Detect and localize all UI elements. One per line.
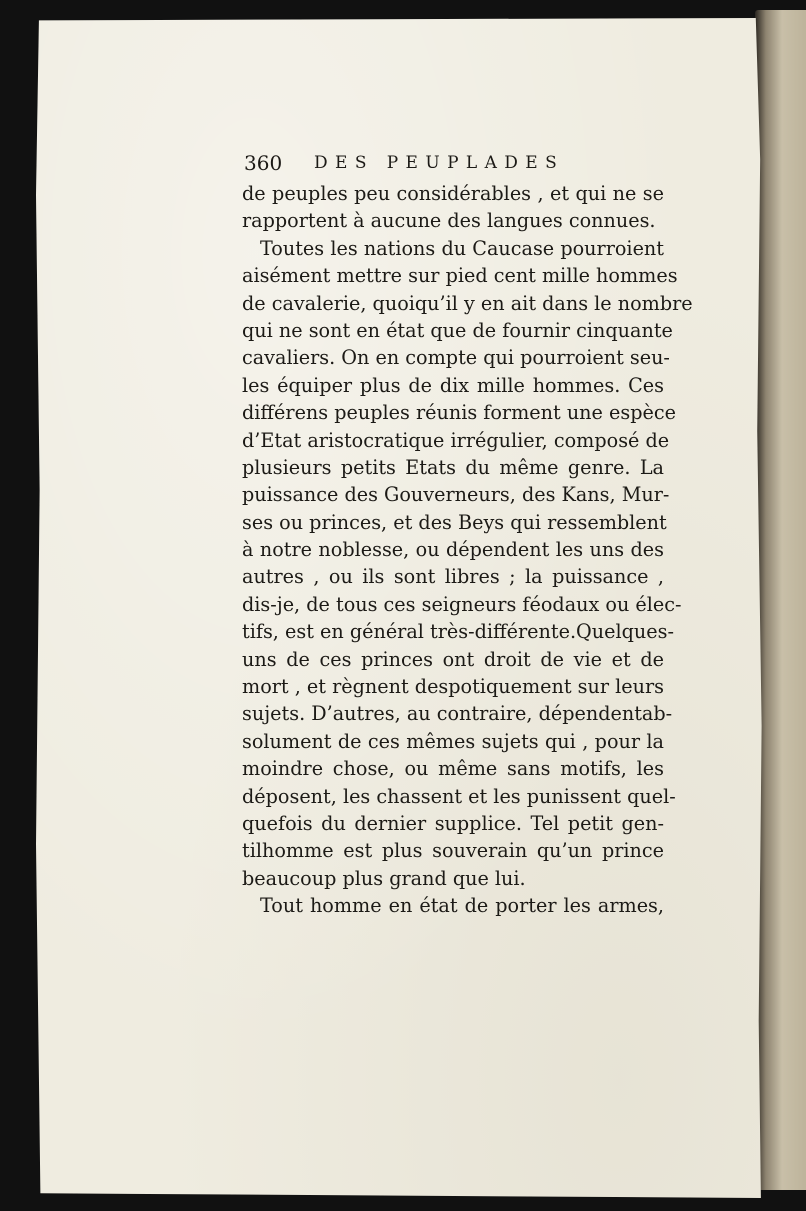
text-line: ses ou princes, et des Beys qui ressemblent (242, 510, 667, 534)
text-line: à notre noblesse, ou dépendent les uns des (242, 538, 664, 562)
text-line: cavaliers. On en compte qui pourroient seu- (242, 346, 670, 370)
page-number: 360 (244, 151, 283, 175)
text-line: quefois du dernier supplice. Tel petit gen- (242, 811, 664, 835)
text-line: aisément mettre sur pied cent mille hommes (242, 264, 678, 288)
text-line: solument de ces mêmes sujets qui , pour la (242, 729, 664, 753)
text-line: puissance des Gouverneurs, des Kans, Mur- (242, 483, 670, 507)
running-head (244, 150, 664, 176)
running-title: DES PEUPLADES (314, 153, 565, 173)
text-line: plusieurs petits Etats du même genre. La (242, 455, 664, 479)
text-line: uns de ces princes ont droit de vie et de (242, 647, 664, 671)
text-line: sujets. D’autres, au contraire, dépendentab- (242, 702, 673, 726)
text-line: de cavalerie, quoiqu’il y en ait dans le nombre (242, 291, 693, 315)
text-line: rapportent à aucune des langues connues. (242, 209, 656, 233)
text-line: d’Etat aristocratique irrégulier, composé de (242, 428, 670, 452)
text-line: déposent, les chassent et les punissent quel- (242, 784, 676, 808)
text-line: moindre chose, ou même sans motifs, les (242, 757, 664, 781)
text-line: tilhomme est plus souverain qu’un prince (242, 839, 664, 863)
body-text (242, 180, 693, 920)
text-line: Toutes les nations du Caucase pourroient (260, 236, 664, 260)
text-line: dis-je, de tous ces seigneurs féodaux ou élec- (242, 592, 682, 616)
text-line: tifs, est en général très-différente.Quelques- (242, 620, 674, 644)
text-line: mort , et règnent despotiquement sur leurs (242, 675, 665, 699)
text-line: de peuples peu considérables , et qui ne se (242, 182, 664, 205)
text-line: qui ne sont en état que de fournir cinquante (242, 318, 673, 342)
text-line: beaucoup plus grand que lui. (242, 866, 526, 890)
text-line: autres , ou ils sont libres ; la puissance , (242, 565, 664, 589)
adjacent-page-edge (755, 10, 806, 1190)
text-line: les équiper plus de dix mille hommes. Ces (242, 373, 664, 397)
text-line: différens peuples réunis forment une espèce (242, 401, 676, 425)
text-line: Tout homme en état de porter les armes, (260, 894, 664, 918)
